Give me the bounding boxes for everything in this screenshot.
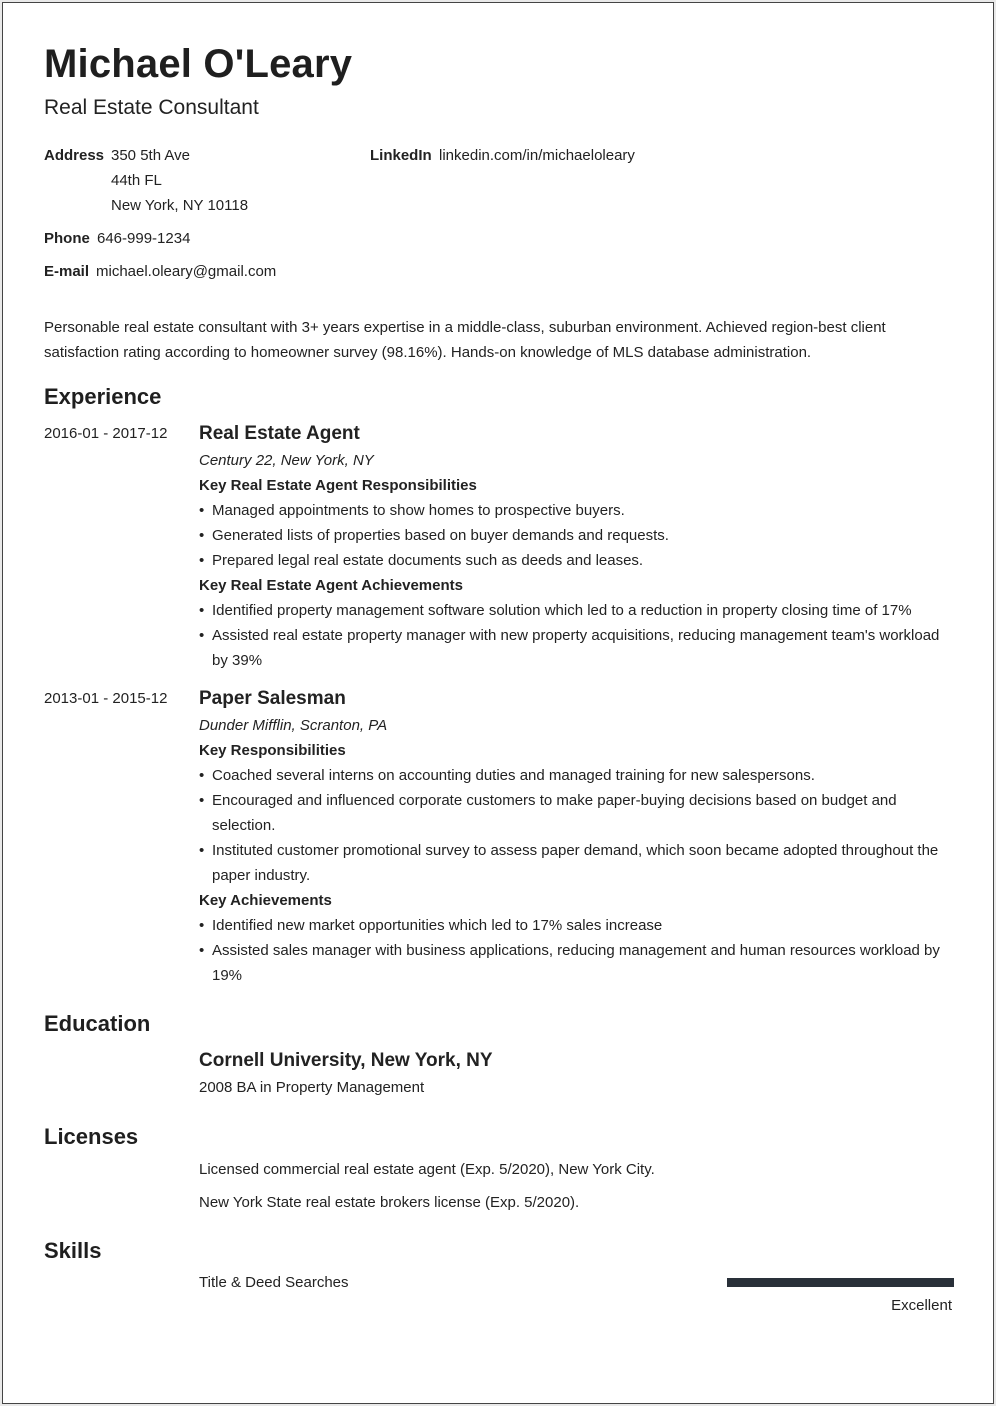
- job-1-achievements-list: [199, 598, 949, 673]
- email-link[interactable]: michael.oleary@gmail.com: [96, 263, 277, 280]
- job-1-company: Century 22, New York, NY: [199, 452, 374, 469]
- contact-address: [44, 143, 344, 218]
- email-label: E-mail: [44, 263, 90, 280]
- candidate-title: Real Estate Consultant: [44, 96, 259, 119]
- job-2-responsibilities-heading: Key Responsibilities: [199, 742, 346, 759]
- list-item: • Prepared legal real estate documents such as deeds and leases.: [199, 548, 949, 573]
- job-2-dates: 2013-01 - 2015-12: [44, 690, 168, 707]
- list-item: • Coached several interns on accounting duties and managed training for new salespersons.: [199, 763, 949, 788]
- job-2: [199, 687, 949, 988]
- education-degree: 2008 BA in Property Management: [199, 1079, 425, 1096]
- skill-level-label: Excellent: [891, 1297, 952, 1314]
- section-heading-experience: Experience: [44, 384, 162, 409]
- job-2-achievements-list: [199, 913, 949, 988]
- phone-value: 646-999-1234: [97, 230, 191, 247]
- list-item: • Assisted real estate property manager with new property acquisitions, reducing management team's workload by 39%: [199, 623, 949, 673]
- address-line-2: 44th FL: [111, 172, 162, 189]
- job-1-role: Real Estate Agent: [199, 423, 360, 444]
- linkedin-link[interactable]: linkedin.com/in/michaeloleary: [439, 147, 635, 164]
- job-1: [199, 422, 949, 673]
- job-2-achievements-heading: Key Achievements: [199, 892, 332, 909]
- summary-paragraph: Personable real estate consultant with 3+ years expertise in a middle-class, suburban environment. Achieved region-best client satisfaction rating according to homeowner survey (98.16%). Hands-on knowledge of MLS database administration.: [44, 319, 886, 361]
- job-1-dates: 2016-01 - 2017-12: [44, 425, 168, 442]
- job-2-role: Paper Salesman: [199, 688, 346, 709]
- address-line-1: 350 5th Ave: [111, 147, 190, 164]
- job-1-responsibilities-heading: Key Real Estate Agent Responsibilities: [199, 477, 477, 494]
- skill-name: Title & Deed Searches: [199, 1274, 349, 1291]
- skill-level-bar-fill: [727, 1278, 954, 1287]
- list-item: • Identified property management software solution which led to a reduction in property closing time of 17%: [199, 598, 949, 623]
- skill-level-bar: [727, 1278, 954, 1287]
- list-item: • Encouraged and influenced corporate customers to make paper-buying decisions based on budget and selection.: [199, 788, 949, 838]
- resume-page: [2, 2, 994, 1404]
- job-2-responsibilities-list: [199, 763, 949, 888]
- section-heading-skills: Skills: [44, 1238, 102, 1263]
- license-item: Licensed commercial real estate agent (Exp. 5/2020), New York City.: [199, 1161, 655, 1178]
- phone-label: Phone: [44, 230, 90, 247]
- list-item: • Managed appointments to show homes to prospective buyers.: [199, 498, 949, 523]
- candidate-name: Michael O'Leary: [44, 42, 353, 86]
- list-item: • Assisted sales manager with business applications, reducing management and human resources workload by 19%: [199, 938, 949, 988]
- address-label: Address: [44, 147, 105, 164]
- address-line-3: New York, NY 10118: [111, 197, 249, 214]
- contact-email: [44, 259, 364, 284]
- job-1-responsibilities-list: [199, 498, 949, 573]
- linkedin-label: LinkedIn: [370, 147, 432, 164]
- list-item: • Identified new market opportunities which led to 17% sales increase: [199, 913, 949, 938]
- section-heading-licenses: Licenses: [44, 1124, 139, 1149]
- section-heading-education: Education: [44, 1011, 151, 1036]
- license-item: New York State real estate brokers license (Exp. 5/2020).: [199, 1194, 580, 1211]
- contact-phone: [44, 226, 344, 251]
- job-2-company: Dunder Mifflin, Scranton, PA: [199, 717, 388, 734]
- job-1-achievements-heading: Key Real Estate Agent Achievements: [199, 577, 463, 594]
- contact-linkedin: [370, 143, 770, 168]
- list-item: • Generated lists of properties based on buyer demands and requests.: [199, 523, 949, 548]
- education-entry: [199, 1049, 493, 1100]
- education-school: Cornell University, New York, NY: [199, 1050, 493, 1071]
- list-item: • Instituted customer promotional survey to assess paper demand, which soon became adopted throughout the paper industry.: [199, 838, 949, 888]
